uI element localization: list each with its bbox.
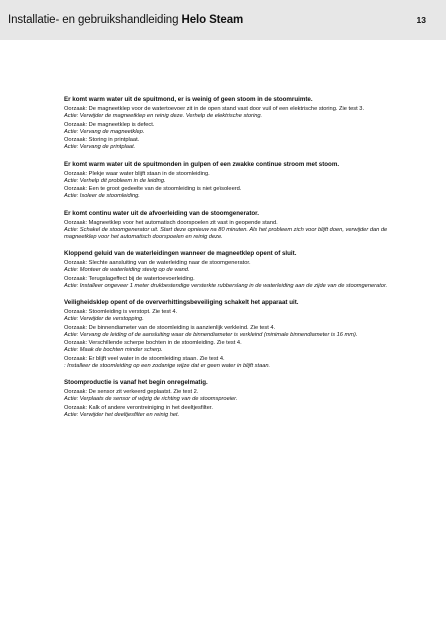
action-text: Actie: Installeer ongeveer 1 meter drukbestendige versterkte rubberslang in de waterleiding aan de zijde van de stoomgenerator. xyxy=(64,282,388,289)
cause-text: Oorzaak: Een te groot gedeelte van de stoomleiding is niet geïsoleerd. xyxy=(64,186,242,192)
action-text: Actie: Vervang de magneetklep. xyxy=(64,128,145,135)
cause-text: Oorzaak: Terugslageffect bij de watertoevoerleiding. xyxy=(64,275,195,282)
action-text: Actie: Verwijder het deeltjesfilter en reinig het. xyxy=(64,411,180,418)
cause-text: Oorzaak: Slechte aansluiting van de waterleiding naar de stoomgenerator. xyxy=(64,260,251,266)
cause-text: Oorzaak: Plekje waar water blijft staan in de stoomleiding. xyxy=(64,170,210,177)
cause-text: Oorzaak: De binnendiameter van de stoomleiding is aanzienlijk verkleind. Zie test 4. xyxy=(64,324,276,331)
document-title-regular: Installatie- en gebruikshandleiding xyxy=(8,14,182,26)
cause-action-pair xyxy=(64,171,420,185)
action-text: Actie: Isoleer de stoomleiding. xyxy=(64,193,140,199)
page-number: 13 xyxy=(416,15,426,25)
cause-action-pair xyxy=(64,186,420,200)
action-text: Actie: Verwijder de magneetklep en reinig deze. Verhelp de elektrische storing. xyxy=(64,113,263,119)
document-title xyxy=(8,14,243,26)
cause-action-pair xyxy=(64,389,420,403)
cause-action-pair xyxy=(64,260,420,274)
action-text: : Installeer de stoomleiding op een zodanige wijze dat er geen water in blijft staan. xyxy=(64,362,271,369)
cause-action-pair xyxy=(64,122,420,136)
cause-text: Oorzaak: Kalk of andere verontreiniging in het deeltjesfilter. xyxy=(64,404,213,411)
cause-action-pair xyxy=(64,137,420,151)
page-header xyxy=(0,0,446,40)
cause-text: Oorzaak: Storing in printplaat. xyxy=(64,137,140,143)
action-text: Actie: Maak de bochten minder scherp. xyxy=(64,347,163,353)
cause-action-pair xyxy=(64,405,420,419)
problem-heading: Veiligheidsklep opent of de oververhittingsbeveiliging schakelt het apparaat uit. xyxy=(64,299,299,306)
action-text: Actie: Verwijder de verstopping. xyxy=(64,316,144,322)
cause-text: Oorzaak: Verschillende scherpe bochten in de stoomleiding. Zie test 4. xyxy=(64,340,242,346)
troubleshooting-section xyxy=(64,210,420,241)
action-text: Actie: Verhelp dit probleem in de leiding. xyxy=(64,177,166,184)
cause-action-pair xyxy=(64,309,420,323)
problem-heading: Er komt warm water uit de spuitmonden in gulpen of een zwakke continue stroom met stoom. xyxy=(64,160,340,168)
problem-heading: Stoomproductie is vanaf het begin onregelmatig. xyxy=(64,379,208,386)
action-text: Actie: Verplaats de sensor of wijzig de richting van de stoomsproeier. xyxy=(64,396,238,402)
cause-action-pair xyxy=(64,325,420,339)
cause-text: Oorzaak: Magneetklep voor het automatisch doorspoelen zit vast in geopende stand. xyxy=(64,219,278,226)
problem-heading: Er komt warm water uit de spuitmond, er is weinig of geen stoom in de stoomruimte. xyxy=(64,96,313,103)
troubleshooting-section xyxy=(64,96,420,151)
troubleshooting-section xyxy=(64,299,420,370)
cause-action-pair xyxy=(64,356,420,370)
troubleshooting-content xyxy=(64,96,420,428)
action-text: Actie: Vervang de printplaat. xyxy=(64,144,136,150)
cause-text: Oorzaak: Er blijft veel water in de stoomleiding staan. Zie test 4. xyxy=(64,355,225,362)
cause-text: Oorzaak: Stoomleiding is verstopt. Zie test 4. xyxy=(64,309,178,315)
troubleshooting-section xyxy=(64,161,420,201)
document-title-product: Helo Steam xyxy=(181,14,244,26)
action-text: Actie: Vervang de leiding of de aansluiting waar de binnendiameter is verkleind (minimale binnendiameter is 16 mm). xyxy=(64,331,358,338)
troubleshooting-section xyxy=(64,379,420,419)
cause-text: Oorzaak: De magneetklep voor de watertoevoer zit in de open stand vast door vuil of een elektrische storing. Zie test 3. xyxy=(64,106,365,112)
cause-action-pair xyxy=(64,106,420,120)
cause-action-pair xyxy=(64,220,420,241)
problem-heading: Kloppend geluid van de waterleidingen wanneer de magneetklep opent of sluit. xyxy=(64,250,297,257)
troubleshooting-section xyxy=(64,250,420,290)
action-text: Actie: Monteer de waterleiding stevig op de wand. xyxy=(64,267,190,273)
cause-text: Oorzaak: De sensor zit verkeerd geplaatst. Zie test 2. xyxy=(64,389,199,395)
cause-action-pair xyxy=(64,276,420,290)
cause-text: Oorzaak: De magneetklep is defect. xyxy=(64,121,155,128)
action-text: Actie: Schakel de stoomgenerator uit. Start deze opnieuw na 80 minuten. Als het probleem zich voor blijft doen, verwijder dan de magneetklep voor het automatisch doorspoelen en reinig deze. xyxy=(64,226,388,240)
problem-heading: Er komt continu water uit de afvoerleiding van de stoomgenerator. xyxy=(64,209,259,217)
cause-action-pair xyxy=(64,340,420,354)
